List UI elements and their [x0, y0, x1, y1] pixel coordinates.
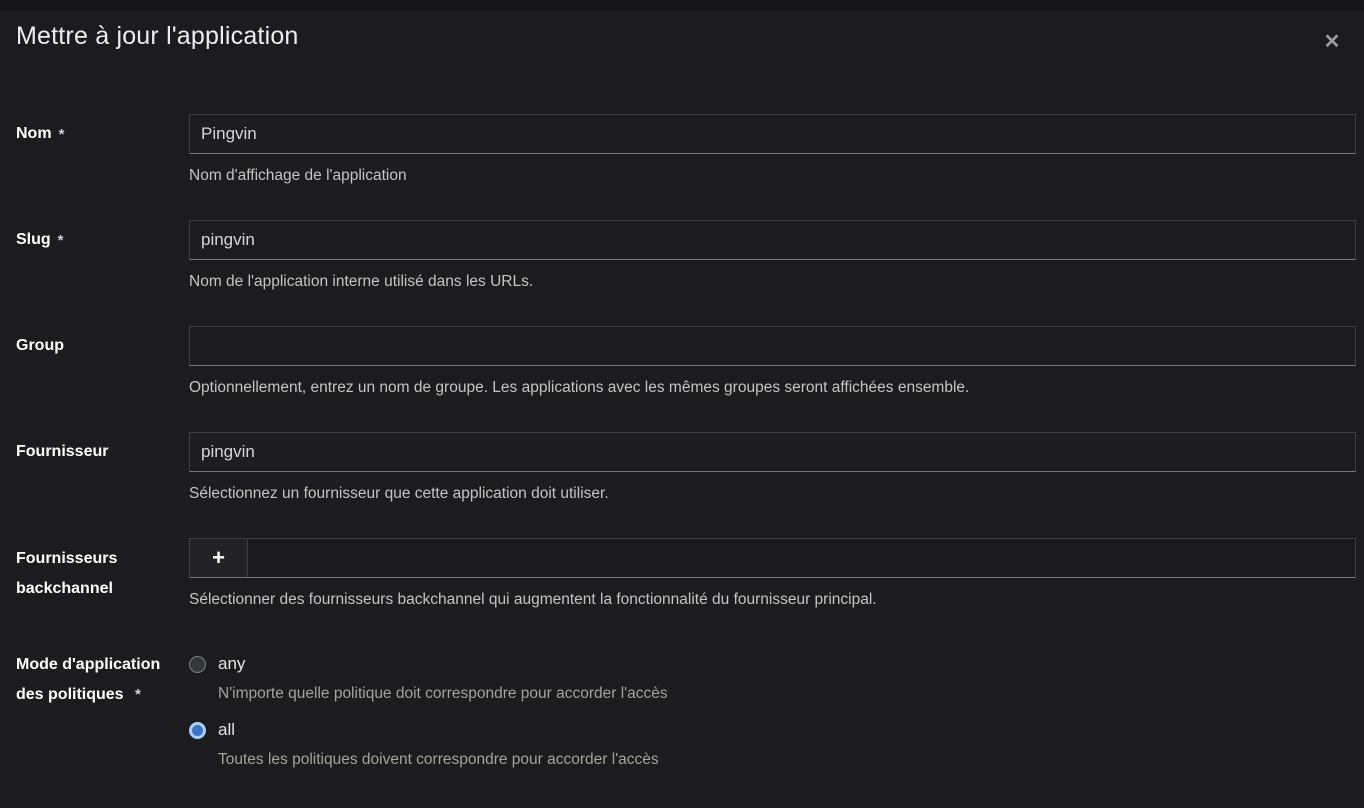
provider-helper-text: Sélectionnez un fournisseur que cette application doit utiliser.	[189, 485, 609, 502]
policy-mode-radio-group	[189, 644, 1356, 770]
add-provider-button[interactable]	[190, 539, 248, 577]
plus-icon: +	[212, 545, 225, 570]
radio-all-helper-text: Toutes les politiques doivent correspondre pour accorder l'accès	[218, 751, 659, 768]
required-marker: *	[58, 125, 65, 143]
backchannel-label-cell	[0, 538, 189, 610]
group-helper-text: Optionnellement, entrez un nom de groupe. Les applications avec les mêmes groupes seront affichées ensemble.	[189, 379, 970, 396]
backchannel-multiselect[interactable]	[189, 538, 1356, 578]
backchannel-label: Fournisseurs backchannel	[16, 550, 118, 597]
policy-mode-label-cell	[0, 644, 189, 770]
slug-input[interactable]	[189, 220, 1356, 260]
group-input[interactable]	[189, 326, 1356, 366]
radio-all-circle[interactable]	[189, 722, 206, 739]
form-row-backchannel-providers	[0, 538, 1356, 610]
radio-all[interactable]	[189, 718, 1356, 742]
modal-header	[0, 0, 1364, 51]
provider-label: Fournisseur	[16, 443, 109, 460]
required-marker: *	[57, 231, 64, 249]
policy-mode-label: Mode d'application des politiques	[16, 656, 161, 703]
radio-any-circle[interactable]	[189, 656, 206, 673]
form-row-group	[0, 326, 1356, 398]
slug-helper-text: Nom de l'application interne utilisé dans les URLs.	[189, 273, 534, 290]
name-input[interactable]	[189, 114, 1356, 154]
group-label: Group	[16, 337, 64, 354]
backchannel-helper-text: Sélectionner des fournisseurs backchannel qui augmentent la fonctionnalité du fournisseur principal.	[189, 591, 877, 608]
backchannel-selected-area[interactable]	[248, 539, 1355, 577]
slug-label: Slug	[16, 231, 51, 248]
name-helper-text: Nom d'affichage de l'application	[189, 167, 407, 184]
form-row-name	[0, 114, 1356, 186]
radio-any[interactable]	[189, 652, 1356, 676]
name-label-cell	[0, 114, 189, 154]
page-title: Mettre à jour l'application	[16, 22, 299, 50]
form-row-slug	[0, 220, 1356, 292]
radio-any-label[interactable]: any	[218, 654, 246, 673]
radio-all-label[interactable]: all	[218, 720, 236, 739]
radio-option-any	[189, 652, 1356, 704]
slug-label-cell	[0, 220, 189, 260]
group-label-cell	[0, 326, 189, 366]
form-row-policy-engine-mode	[0, 644, 1356, 770]
radio-option-all	[189, 718, 1356, 770]
provider-label-cell	[0, 432, 189, 472]
provider-select[interactable]	[189, 432, 1356, 472]
form-row-provider	[0, 432, 1356, 504]
close-icon[interactable]: ✕	[1318, 28, 1346, 56]
required-marker: *	[135, 686, 141, 703]
application-form	[0, 114, 1364, 770]
radio-any-helper-text: N'importe quelle politique doit correspondre pour accorder l'accès	[218, 685, 668, 702]
name-label: Nom	[16, 125, 52, 142]
